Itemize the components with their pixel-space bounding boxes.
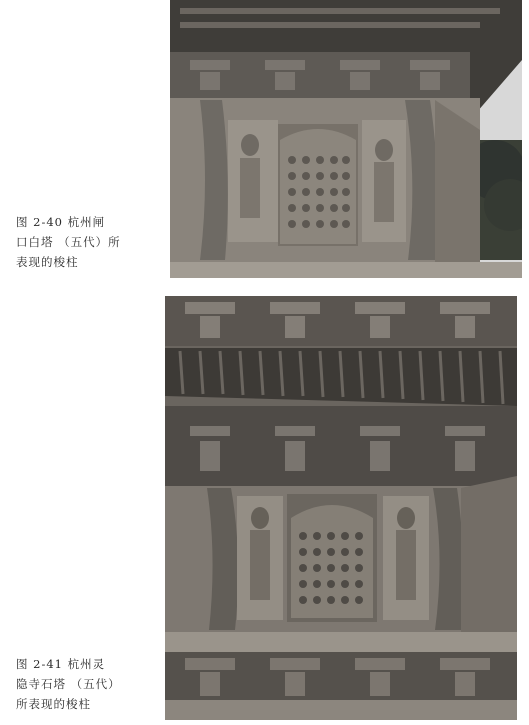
pagoda-photo-icon	[170, 0, 522, 278]
caption-line: 图 2-41 杭州灵	[16, 657, 106, 671]
caption-line: 所表现的梭柱	[16, 697, 91, 711]
figure-2-40-photo	[170, 0, 522, 278]
figure-2-41-photo	[165, 296, 517, 720]
caption-line: 图 2-40 杭州闸	[16, 215, 106, 229]
caption-line: 口白塔 （五代）所	[16, 235, 121, 249]
caption-line: 隐寺石塔 （五代）	[16, 677, 121, 691]
caption-line: 表现的梭柱	[16, 255, 79, 269]
figure-2-40-caption	[16, 212, 148, 272]
figure-2-41-caption	[16, 654, 148, 714]
pagoda-photo-icon	[165, 296, 517, 720]
